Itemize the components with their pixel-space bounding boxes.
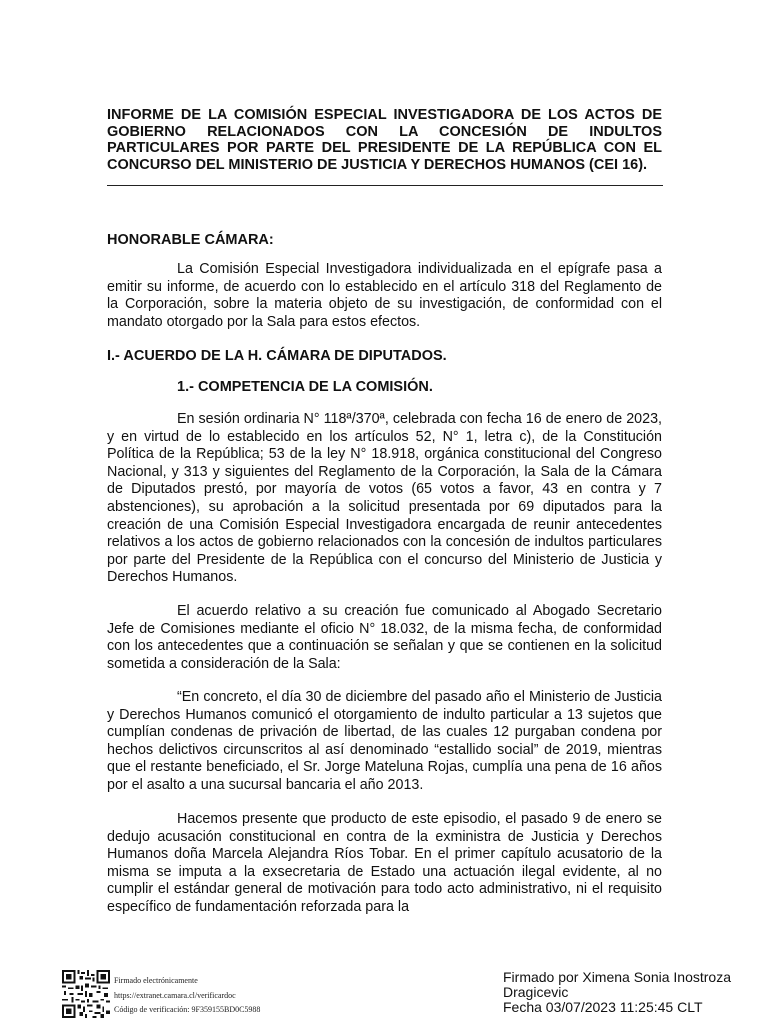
title-divider bbox=[107, 185, 663, 186]
intro-paragraph: La Comisión Especial Investigadora individualizada en el epígrafe pasa a emitir su informe, de acuerdo con lo establecido en el artículo 318 del Reglamento de la Corporación, sobre la materia objeto de su investigación, de conformidad con el mandato otorgado por la Sala para estos efectos. bbox=[107, 261, 662, 330]
subsection-heading: 1.- COMPETENCIA DE LA COMISIÓN. bbox=[177, 379, 433, 395]
signature-date: Fecha 03/07/2023 11:25:45 CLT bbox=[503, 999, 703, 1015]
signer-line-1: Firmado por Ximena Sonia Inostroza bbox=[503, 969, 731, 985]
electronic-signature-info bbox=[114, 974, 260, 1018]
signer-line-2: Dragicevic bbox=[503, 984, 569, 1000]
salutation: HONORABLE CÁMARA: bbox=[107, 232, 274, 248]
paragraph-quote: “En concreto, el día 30 de diciembre del pasado año el Ministerio de Justicia y Derechos Humanos comunicó el otorgamiento de indulto particular a 13 sujetos que cumplían condenas de privación de libertad, de las cuales 12 purgaban condena por hechos delictivos circunscritos al así denominado “estallido social” de 2019, mientras que el restante beneficiado, el Sr. Jorge Mateluna Rojas, cumplía una pena de 16 años por el asalto a una sucursal bancaria el año 2013. bbox=[107, 689, 662, 793]
verification-code: Código de verificación: 9F359155BD0C5988 bbox=[114, 1005, 261, 1014]
paragraph-acuerdo: El acuerdo relativo a su creación fue comunicado al Abogado Secretario Jefe de Comisiones mediante el oficio N° 18.032, de la misma fecha, de conformidad con los antecedentes que a continuación se señalan y que se contienen en la solicitud sometida a consideración de la Sala: bbox=[107, 603, 662, 672]
signature-block bbox=[503, 970, 765, 1015]
verify-url: https://extranet.camara.cl/verificardoc bbox=[114, 990, 236, 1000]
report-title: INFORME DE LA COMISIÓN ESPECIAL INVESTIGADORA DE LOS ACTOS DE GOBIERNO RELACIONADOS CON LA CONCESIÓN DE INDULTOS PARTICULARES POR PARTE DEL PRESIDENTE DE LA REPÚBLICA CON EL CONCURSO DEL MINISTERIO DE JUSTICIA Y DERECHOS HUMANOS (CEI 16). bbox=[107, 107, 662, 173]
paragraph-acusacion: Hacemos presente que producto de este episodio, el pasado 9 de enero se dedujo acusación constitucional en contra de la exministra de Justicia y Derechos Humanos doña Marcela Alejandra Ríos Tobar. En el primer capítulo acusatorio de la misma se imputa a la exsecretaria de Estado una actuación ilegal evidente, al no cumplir el estándar general de motivación para todo acto administrativo, ni el requisito específico de fundamentación reforzada para la bbox=[107, 811, 662, 915]
paragraph-competencia: En sesión ordinaria N° 118ª/370ª, celebrada con fecha 16 de enero de 2023, y en virtud de lo establecido en los artículos 52, N° 1, letra c), de la Constitución Política de la República; 53 de la ley N° 18.918, orgánica constitucional del Congreso Nacional, y 313 y siguientes del Reglamento de la Corporación, la Sala de la Cámara de Diputados prestó, por mayoría de votos (65 votos a favor, 43 en contra y 7 abstenciones), su aprobación a la solicitud presentada por 69 diputados para la creación de una Comisión Especial Investigadora encargada de reunir antecedentes relativos a los actos de gobierno relacionados con la concesión de indultos particulares por parte del Presidente de la República con el concurso del Ministerio de Justicia y Derechos Humanos. bbox=[107, 411, 662, 586]
section-heading: I.- ACUERDO DE LA H. CÁMARA DE DIPUTADOS. bbox=[107, 348, 447, 364]
signed-electronically-label: Firmado electrónicamente bbox=[114, 976, 198, 985]
qr-code-image bbox=[62, 970, 110, 1018]
